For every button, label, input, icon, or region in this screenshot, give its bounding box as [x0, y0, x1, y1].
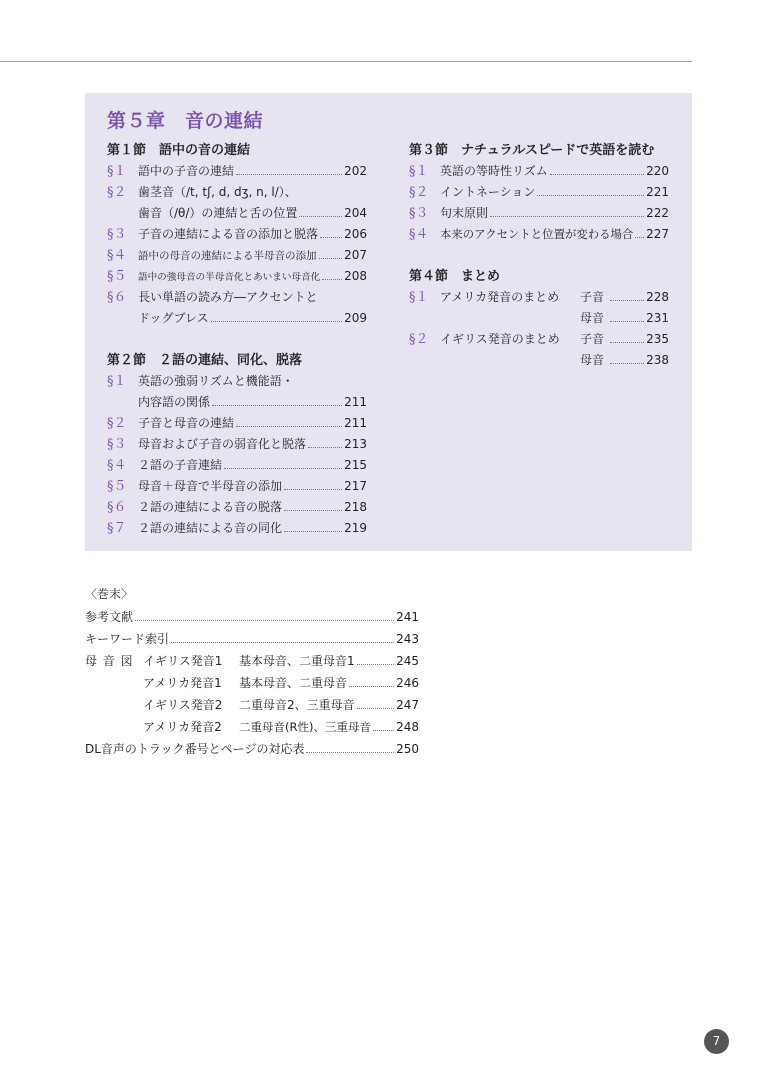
- page-ref: 218: [344, 500, 367, 514]
- dot-leader: [320, 237, 342, 238]
- entry-title: 参考文献: [85, 610, 134, 624]
- left-column: [107, 140, 367, 539]
- entry-title: 内容語の関係: [138, 395, 211, 409]
- vowel-chart-desc: 基本母音、二重母音1: [239, 654, 355, 668]
- entry-title: 語中の子音の連結: [138, 164, 235, 178]
- section-number: §４: [409, 227, 429, 242]
- entry-title: ２語の連結による音の脱落: [138, 500, 283, 514]
- page-ref: 238: [646, 353, 669, 367]
- chapter-title: 第５章 音の連結: [107, 110, 264, 132]
- right-column: [409, 140, 669, 371]
- dot-leader: [284, 489, 342, 490]
- toc-entry-continued[interactable]: [107, 308, 367, 329]
- toc-entry[interactable]: [107, 371, 367, 392]
- dot-leader: [537, 195, 644, 196]
- toc-entry[interactable]: [107, 161, 367, 182]
- dot-leader: [284, 531, 342, 532]
- page-ref: 227: [646, 227, 669, 241]
- dot-leader: [373, 730, 394, 731]
- section-number: §５: [107, 269, 127, 284]
- page-ref: 219: [344, 521, 367, 535]
- back-matter-entry[interactable]: [85, 628, 419, 650]
- page-ref: 243: [396, 632, 419, 646]
- page-ref: 211: [344, 416, 367, 430]
- toc-entry[interactable]: [107, 434, 367, 455]
- page-ref: 221: [646, 185, 669, 199]
- toc-entry[interactable]: [107, 413, 367, 434]
- entry-title: 母音＋母音で半母音の添加: [138, 479, 283, 493]
- section-number: §１: [107, 374, 127, 389]
- entry-title: 英語の等時性リズム: [440, 164, 548, 178]
- toc-entry-continued[interactable]: [107, 392, 367, 413]
- entry-title: ２語の子音連結: [138, 458, 223, 472]
- page-ref: 208: [344, 269, 367, 283]
- toc-entry[interactable]: [107, 455, 367, 476]
- entry-subtitle: 母音: [580, 353, 605, 367]
- entry-subtitle: 子音: [580, 332, 605, 346]
- page-ref: 248: [396, 720, 419, 734]
- entry-title: 母音および子音の弱音化と脱落: [138, 437, 307, 451]
- entry-title: 長い単語の読み方―アクセントと: [138, 290, 318, 304]
- section-number: §６: [107, 290, 127, 305]
- entry-title: 子音と母音の連結: [138, 416, 235, 430]
- vowel-chart-name: イギリス発音2: [143, 698, 223, 712]
- dot-leader: [224, 468, 342, 469]
- entry-title: 本来のアクセントと位置が変わる場合: [440, 227, 634, 241]
- toc-entry[interactable]: [107, 287, 367, 308]
- entry-title: 語中の母音の連結による半母音の添加: [138, 250, 317, 262]
- entry-subtitle: 子音: [580, 290, 605, 304]
- page-ref: 209: [344, 311, 367, 325]
- entry-title: ドッグブレス: [138, 311, 209, 325]
- toc-entry[interactable]: [107, 476, 367, 497]
- vowel-chart-desc: 基本母音、二重母音: [239, 676, 348, 690]
- back-matter: [85, 583, 419, 760]
- toc-entry-continued[interactable]: [409, 308, 669, 329]
- entry-title: 歯茎音（/t, tʃ, d, dʒ, n, l/）、: [138, 185, 297, 199]
- vowel-chart-entry[interactable]: [85, 672, 419, 694]
- dot-leader: [610, 300, 644, 301]
- toc-entry[interactable]: [409, 182, 669, 203]
- toc-entry[interactable]: [107, 224, 367, 245]
- section-heading: 第２節 ２語の連結、同化、脱落: [107, 353, 303, 368]
- dot-leader: [349, 686, 394, 687]
- page-ref: 215: [344, 458, 367, 472]
- back-matter-entry[interactable]: [85, 606, 419, 628]
- entry-title: DL音声のトラック番号とページの対応表: [85, 742, 305, 756]
- dot-leader: [610, 342, 644, 343]
- top-rule: [0, 61, 692, 62]
- entry-title: 子音の連結による音の添加と脱落: [138, 227, 319, 241]
- page-ref: 222: [646, 206, 669, 220]
- entry-title: イギリス発音のまとめ: [440, 332, 560, 346]
- entry-title: 語中の強母音の半母音化とあいまい母音化: [138, 272, 321, 283]
- toc-entry[interactable]: [409, 287, 669, 308]
- page-ref: 202: [344, 164, 367, 178]
- toc-entry[interactable]: [107, 182, 367, 203]
- section-number: §１: [409, 164, 429, 179]
- page-ref: 211: [344, 395, 367, 409]
- entry-title: ２語の連結による音の同化: [138, 521, 283, 535]
- toc-entry[interactable]: [409, 203, 669, 224]
- toc-entry[interactable]: [107, 266, 367, 287]
- entry-title: 歯音（/θ/）の連結と舌の位置: [138, 206, 298, 220]
- section-heading: 第４節 まとめ: [409, 269, 501, 284]
- vowel-chart-label: 母 音 図: [85, 654, 134, 668]
- entry-title: アメリカ発音のまとめ: [440, 290, 560, 304]
- back-matter-heading: 〈巻末〉: [85, 587, 134, 601]
- section-number: §２: [409, 185, 429, 200]
- section-number: §３: [409, 206, 429, 221]
- section-number: §１: [409, 290, 429, 305]
- section-heading: 第３節 ナチュラルスピードで英語を読む: [409, 143, 655, 158]
- section-number: §７: [107, 521, 127, 536]
- entry-title: キーワード索引: [85, 632, 170, 646]
- vowel-chart-entry[interactable]: [85, 694, 419, 716]
- dot-leader: [550, 174, 644, 175]
- dot-leader: [236, 174, 342, 175]
- section-number: §２: [409, 332, 429, 347]
- page-ref: 241: [396, 610, 419, 624]
- page-ref: 204: [344, 206, 367, 220]
- dot-leader: [490, 216, 644, 217]
- dot-leader: [135, 620, 394, 621]
- vowel-chart-name: アメリカ発音2: [143, 720, 222, 734]
- entry-title: イントネーション: [440, 185, 536, 199]
- dot-leader: [306, 752, 394, 753]
- page-ref: 206: [344, 227, 367, 241]
- section-number: §１: [107, 164, 127, 179]
- page-ref: 220: [646, 164, 669, 178]
- vowel-chart-entry[interactable]: [85, 716, 419, 738]
- dot-leader: [635, 237, 644, 238]
- page-ref: 247: [396, 698, 419, 712]
- vowel-chart-name: アメリカ発音1: [143, 676, 222, 690]
- page-ref: 250: [396, 742, 419, 756]
- section-number: §３: [107, 437, 127, 452]
- dot-leader: [610, 321, 644, 322]
- toc-entry[interactable]: [107, 518, 367, 539]
- entry-title: 句末原則: [440, 206, 489, 220]
- toc-entry-continued[interactable]: [107, 203, 367, 224]
- section-number: §２: [107, 416, 127, 431]
- dot-leader: [284, 510, 342, 511]
- dot-leader: [357, 664, 394, 665]
- entry-title: 英語の強弱リズムと機能語・: [138, 374, 294, 388]
- page-ref: 245: [396, 654, 419, 668]
- toc-entry[interactable]: [107, 245, 367, 266]
- vowel-chart-desc: 二重母音(R性)、三重母音: [239, 720, 371, 734]
- dot-leader: [319, 258, 343, 259]
- dot-leader: [212, 405, 342, 406]
- toc-entry[interactable]: [409, 224, 669, 245]
- dot-leader: [322, 279, 342, 280]
- back-matter-entry[interactable]: [85, 738, 419, 760]
- toc-entry[interactable]: [107, 497, 367, 518]
- dot-leader: [610, 363, 644, 364]
- page-ref: 207: [344, 248, 367, 262]
- section-heading: 第１節 語中の音の連結: [107, 143, 251, 158]
- page-ref: 213: [344, 437, 367, 451]
- vowel-chart-entry[interactable]: [85, 650, 419, 672]
- dot-leader: [308, 447, 342, 448]
- section-number: §４: [107, 248, 127, 263]
- toc-entry[interactable]: [409, 329, 669, 350]
- vowel-chart-name: イギリス発音1: [143, 654, 223, 668]
- dot-leader: [236, 426, 342, 427]
- toc-entry-continued[interactable]: [409, 350, 669, 371]
- page-ref: 217: [344, 479, 367, 493]
- section-number: §４: [107, 458, 127, 473]
- section-number: §５: [107, 479, 127, 494]
- dot-leader: [357, 708, 394, 709]
- page-ref: 228: [646, 290, 669, 304]
- section-number: §２: [107, 185, 127, 200]
- vowel-chart-desc: 二重母音2、三重母音: [239, 698, 355, 712]
- section-number: §３: [107, 227, 127, 242]
- entry-subtitle: 母音: [580, 311, 605, 325]
- section-number: §６: [107, 500, 127, 515]
- page-ref: 246: [396, 676, 419, 690]
- page-number: 7: [704, 1029, 729, 1054]
- dot-leader: [299, 216, 342, 217]
- page-ref: 235: [646, 332, 669, 346]
- toc-entry[interactable]: [409, 161, 669, 182]
- page-ref: 231: [646, 311, 669, 325]
- dot-leader: [211, 321, 342, 322]
- dot-leader: [171, 642, 394, 643]
